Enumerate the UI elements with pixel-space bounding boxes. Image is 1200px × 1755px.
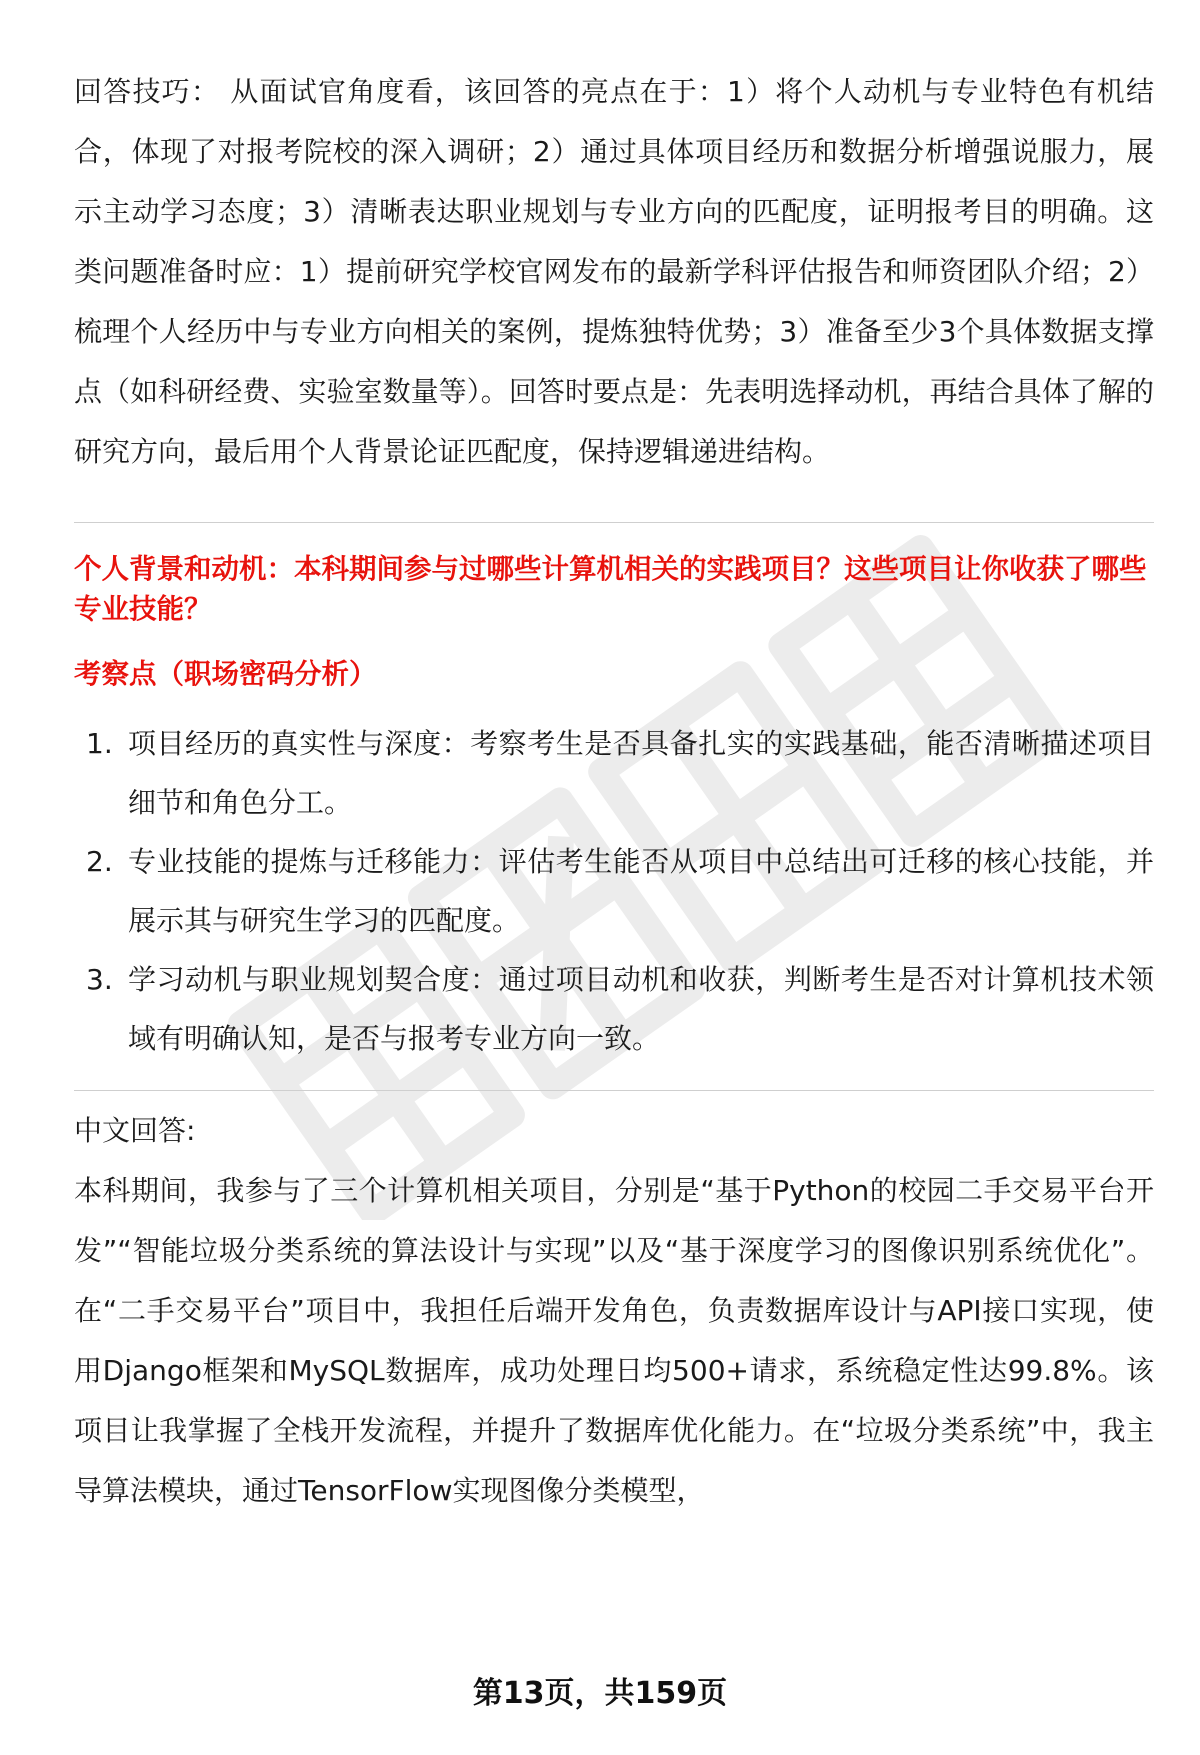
answer-tips-paragraph: 回答技巧： 从面试官角度看，该回答的亮点在于：1）将个人动机与专业特色有机结合，体现了对报考院校的深入调研；2）通过具体项目经历和数据分析增强说服力，展示主动学习态度；3）清晰表达职业规划与专业方向的匹配度，证明报考目的明确。这类问题准备时应：1）提前研究学校官网发布的最新学科评估报告和师资团队介绍；2）梳理个人经历中与专业方向相关的案例，提炼独特优势；3）准备至少3个具体数据支撑点（如科研经费、实验室数量等）。回答时要点是：先表明选择动机，再结合具体了解的研究方向，最后用个人背景论证匹配度，保持逻辑递进结构。 [74, 75, 1154, 468]
list-item-text: 项目经历的真实性与深度：考察考生是否具备扎实的实践基础，能否清晰描述项目细节和角色分工。 [128, 727, 1154, 819]
list-item-number: 2. [86, 845, 113, 878]
list-item [74, 714, 1154, 832]
answer-label: 中文回答: [74, 1114, 196, 1147]
exam-points-title: 考察点（职场密码分析） [74, 658, 377, 690]
page-footer: 第13页，共159页 [472, 1676, 728, 1711]
list-item [74, 950, 1154, 1068]
list-item-text: 专业技能的提炼与迁移能力：评估考生能否从项目中总结出可迁移的核心技能，并展示其与研究生学习的匹配度。 [128, 845, 1154, 937]
question-title: 个人背景和动机：本科期间参与过哪些计算机相关的实践项目？这些项目让你收获了哪些专业技能？ [74, 553, 1147, 625]
list-item-number: 3. [86, 963, 113, 996]
list-item [74, 832, 1154, 950]
list-item-text: 学习动机与职业规划契合度：通过项目动机和收获，判断考生是否对计算机技术领域有明确认知，是否与报考专业方向一致。 [128, 963, 1154, 1055]
list-item-number: 1. [86, 727, 113, 760]
answer-paragraph: 本科期间，我参与了三个计算机相关项目，分别是“基于Python的校园二手交易平台开发”“智能垃圾分类系统的算法设计与实现”以及“基于深度学习的图像识别系统优化”。在“二手交易平台”项目中，我担任后端开发角色，负责数据库设计与API接口实现，使用Django框架和MySQL数据库，成功处理日均500+请求，系统稳定性达99.8%。该项目让我掌握了全栈开发流程，并提升了数据库优化能力。在“垃圾分类系统”中，我主导算法模块，通过TensorFlow实现图像分类模型， [74, 1174, 1154, 1507]
exam-points-list [74, 714, 1154, 1068]
document-page [74, 62, 1154, 1521]
